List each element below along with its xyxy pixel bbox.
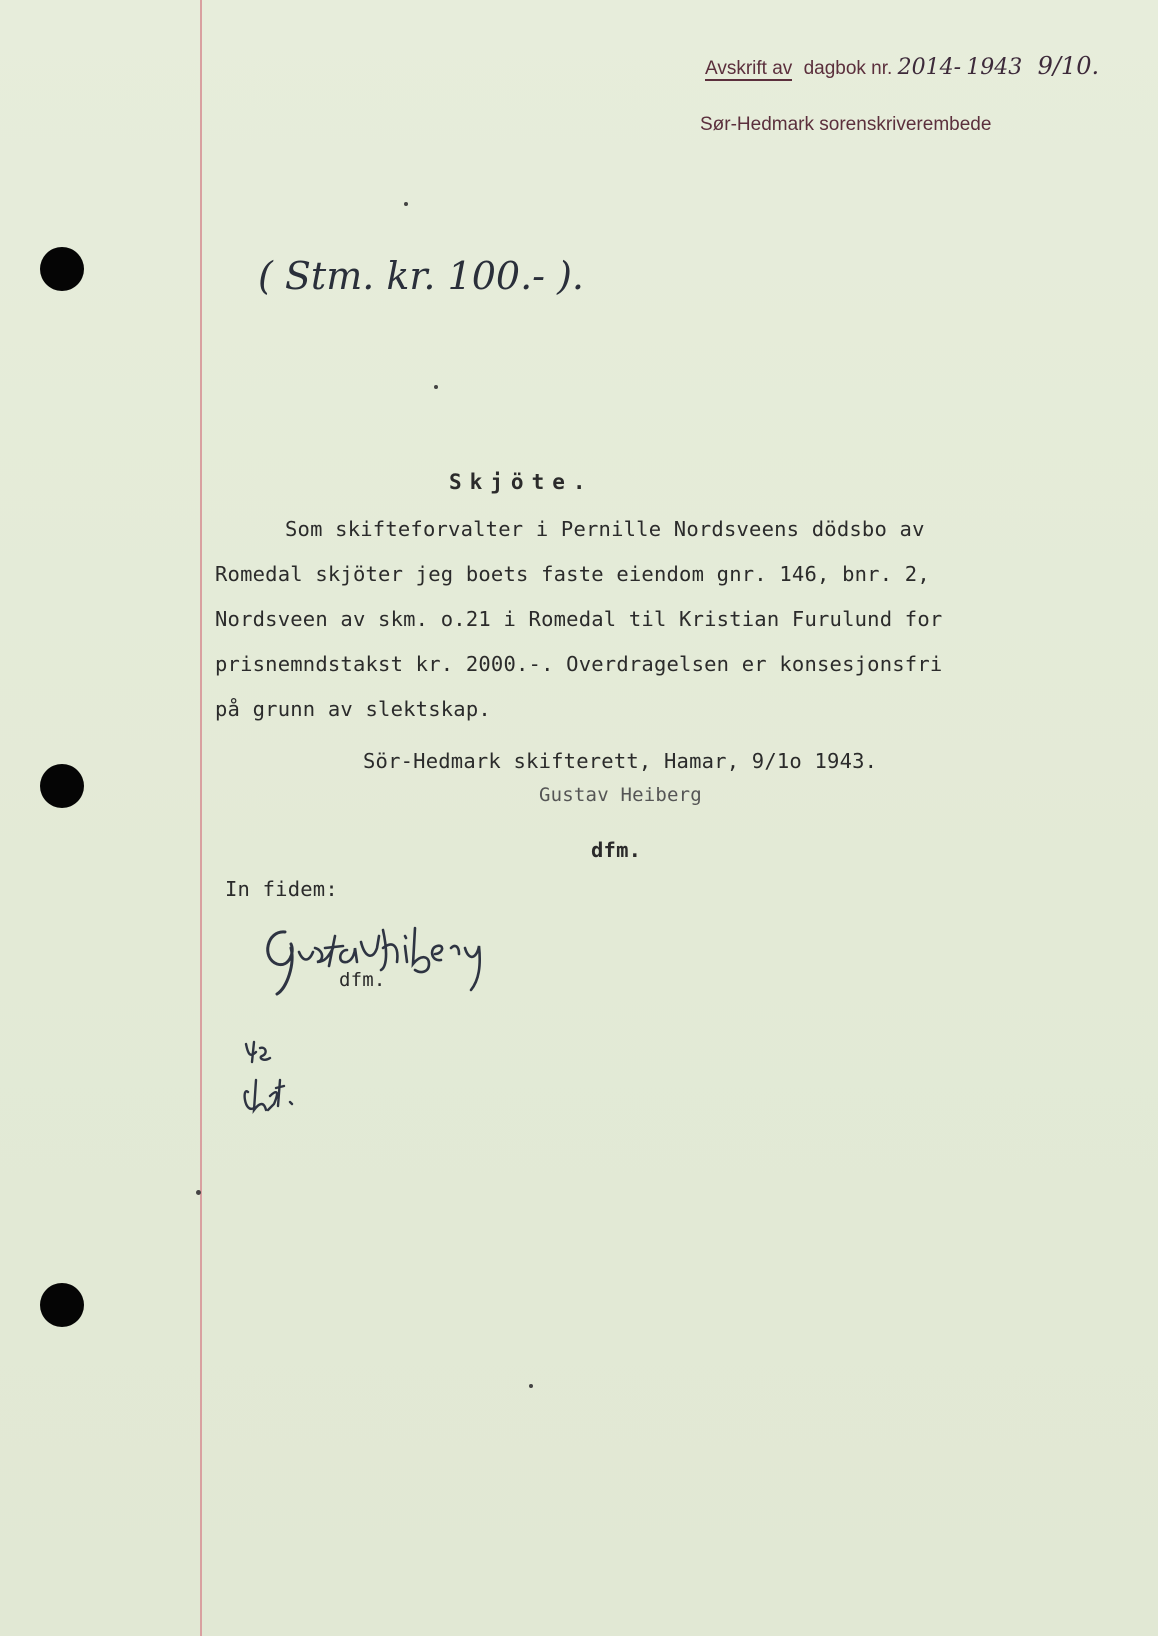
stamp-prefix: Avskrift av [705,58,793,79]
fee-note: ( Stm. kr. 100.- ). [258,254,585,298]
speck [404,202,408,206]
stamp-line-1 [705,52,1099,80]
body-line-4: prisnemndstakst kr. 2000.-. Overdragelsen er konsesjonsfri [215,652,943,676]
signature-title: dfm. [339,969,386,991]
body-line-5: på grunn av slektskap. [215,697,491,721]
signer-name: Gustav Heiberg [539,784,702,806]
body-line-3: Nordsveen av skm. o.21 i Romedal til Kristian Furulund for [215,607,943,631]
punch-hole-bottom [40,1283,84,1327]
in-fidem-label: In fidem: [225,877,338,901]
punch-hole-middle [40,764,84,808]
body-line-1: Som skifteforvalter i Pernille Nordsveens dödsbo av [285,517,925,541]
speck [529,1384,533,1388]
stamp-entry-date: 9/10. [1037,52,1100,80]
margin-rule [200,0,202,1636]
place-and-date: Sör-Hedmark skifterett, Hamar, 9/1o 1943. [363,749,878,773]
signer-title: dfm. [591,838,642,862]
speck [196,1190,201,1195]
stamp-dagbok-label: dagbok nr. [803,58,893,79]
document-title: Skjöte. [449,470,594,494]
stamp-entry-number: 2014- [897,55,962,80]
speck [434,385,438,389]
stamp-line-2: Sør-Hedmark sorenskriverembede [700,114,992,135]
body-line-2: Romedal skjöter jeg boets faste eiendom gnr. 146, bnr. 2, [215,562,930,586]
punch-hole-top [40,247,84,291]
stamp-entry-year: 1943 [966,55,1023,80]
initials-drawing [240,1040,310,1120]
